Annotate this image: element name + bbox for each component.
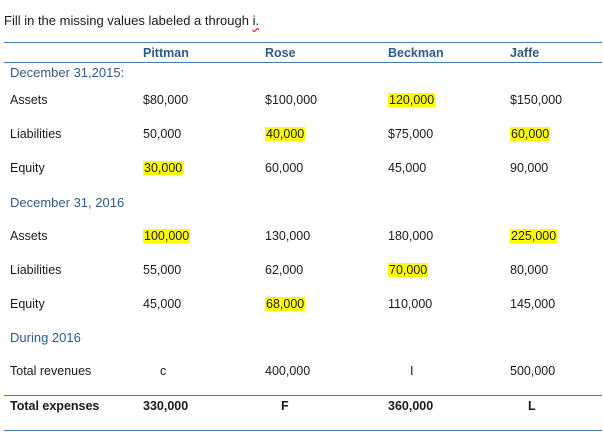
row-label-liabilities-2016: Liabilities [10, 263, 62, 277]
cell-expenses-rose: F [281, 399, 289, 413]
cell-assets-2016-rose: 130,000 [265, 229, 311, 243]
column-header-pittman: Pittman [143, 46, 189, 60]
row-label-equity-2016: Equity [10, 297, 45, 311]
row-label-equity-2015: Equity [10, 161, 45, 175]
column-header-jaffe: Jaffe [510, 46, 540, 60]
cell-equity-2015-jaffe: 90,000 [510, 161, 549, 175]
cell-assets-2015-beckman: 120,000 [389, 93, 435, 107]
cell-assets-2015-rose: $100,000 [265, 93, 318, 107]
cell-revenues-beckman: I [410, 364, 414, 378]
cell-assets-2016-jaffe: 225,000 [511, 229, 557, 243]
cell-equity-2016-rose: 68,000 [266, 297, 305, 311]
cell-assets-2015-pittman: $80,000 [143, 93, 189, 107]
cell-equity-2016-pittman: 45,000 [143, 297, 182, 311]
cell-assets-2016-beckman: 180,000 [388, 229, 434, 243]
row-label-assets-2016: Assets [10, 229, 48, 243]
cell-liabilities-2016-jaffe: 80,000 [510, 263, 549, 277]
cell-assets-2016-pittman: 100,000 [144, 229, 190, 243]
cell-liabilities-2016-rose: 62,000 [265, 263, 304, 277]
cell-equity-2015-rose: 60,000 [265, 161, 304, 175]
cell-expenses-jaffe: L [528, 399, 536, 413]
cell-liabilities-2016-pittman: 55,000 [143, 263, 182, 277]
cell-equity-2015-pittman: 30,000 [144, 161, 183, 175]
instruction-squiggle-text: i. [252, 13, 260, 28]
cell-revenues-jaffe: 500,000 [510, 364, 556, 378]
cell-equity-2016-jaffe: 145,000 [510, 297, 556, 311]
cell-revenues-rose: 400,000 [265, 364, 311, 378]
cell-expenses-pittman: 330,000 [143, 399, 189, 413]
cell-expenses-beckman: 360,000 [388, 399, 434, 413]
instruction-main: Fill in the missing values labeled a through [4, 13, 253, 28]
cell-liabilities-2015-pittman: 50,000 [143, 127, 182, 141]
row-label-liabilities-2015: Liabilities [10, 127, 62, 141]
row-label-total-revenues: Total revenues [10, 364, 92, 378]
cell-equity-2016-beckman: 110,000 [388, 297, 433, 311]
instruction-text [4, 13, 259, 28]
row-label-assets-2015: Assets [10, 93, 48, 107]
top-rule [4, 42, 602, 43]
cell-revenues-pittman: c [160, 364, 167, 378]
expenses-top-rule [4, 395, 602, 396]
header-rule [4, 62, 602, 63]
section-during-2016: During 2016 [10, 330, 81, 345]
cell-equity-2015-beckman: 45,000 [388, 161, 427, 175]
section-dec-2016: December 31, 2016 [10, 195, 125, 210]
cell-liabilities-2016-beckman: 70,000 [389, 263, 428, 277]
column-header-beckman: Beckman [388, 46, 444, 60]
column-header-rose: Rose [265, 46, 296, 60]
cell-liabilities-2015-jaffe: 60,000 [511, 127, 550, 141]
row-label-total-expenses: Total expenses [10, 399, 100, 413]
cell-liabilities-2015-beckman: $75,000 [388, 127, 434, 141]
cell-assets-2015-jaffe: $150,000 [510, 93, 563, 107]
cell-liabilities-2015-rose: 40,000 [266, 127, 305, 141]
bottom-rule [4, 430, 602, 431]
section-dec-2015: December 31,2015: [10, 65, 125, 80]
